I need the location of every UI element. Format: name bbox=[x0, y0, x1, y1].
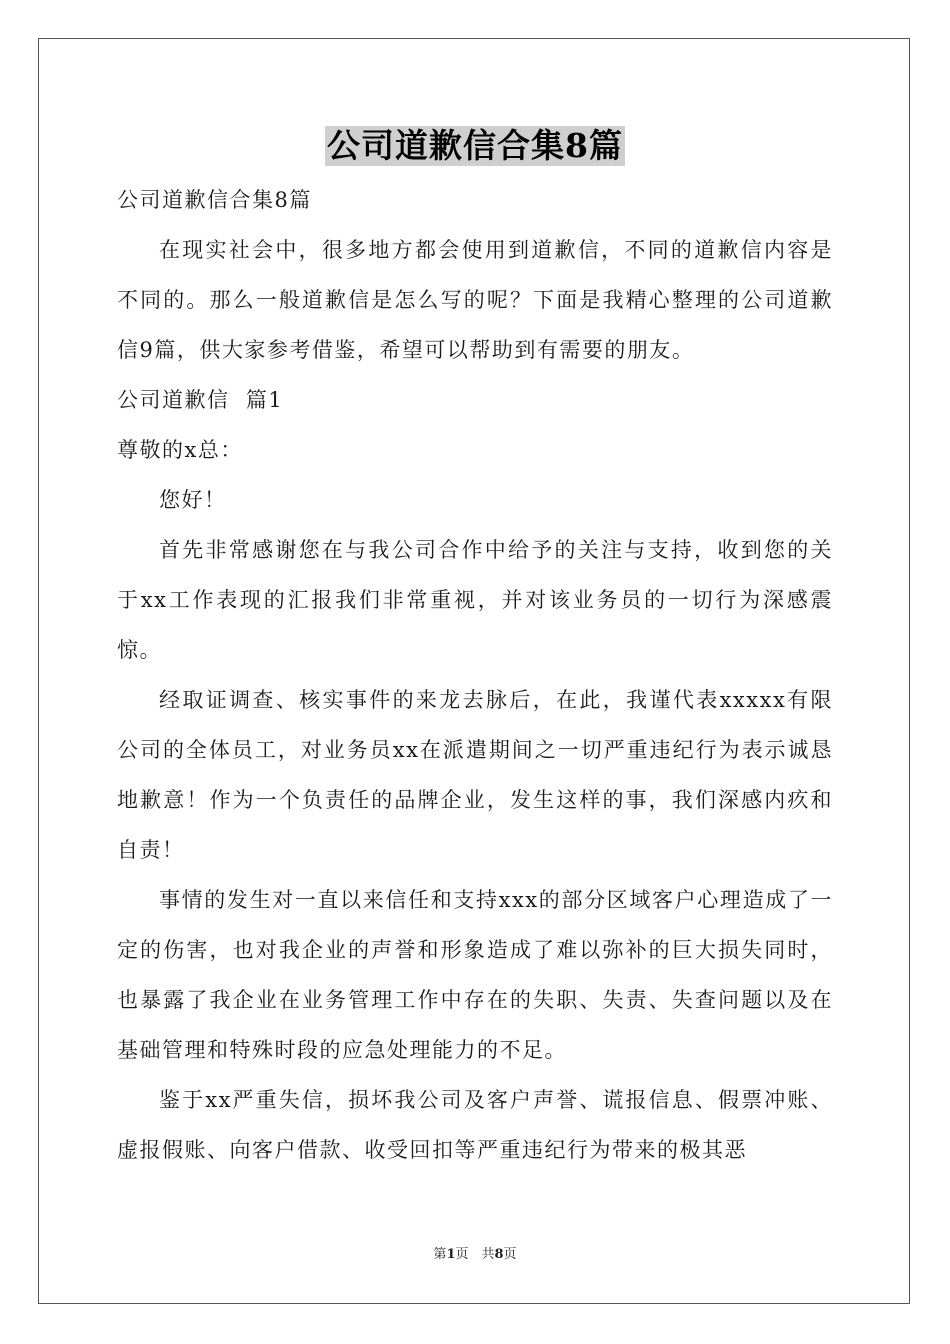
page-footer bbox=[0, 1246, 950, 1264]
paragraph: 事情的发生对一直以来信任和支持xxx的部分区域客户心理造成了一定的伤害，也对我企业的声誉和形象造成了难以弥补的巨大损失同时，也暴露了我企业在业务管理工作中存在的失职、失责、失查问题以及在基础管理和特殊时段的应急处理能力的不足。 bbox=[117, 888, 833, 1062]
document-title: 公司道歉信合集8篇 bbox=[327, 126, 623, 165]
section-heading: 公司道歉信 篇1 bbox=[117, 388, 284, 412]
document-body bbox=[117, 175, 833, 1175]
title-container bbox=[0, 126, 950, 166]
paragraph: 鉴于xx严重失信，损坏我公司及客户声誉、谎报信息、假票冲账、虚报假账、向客户借款、收受回扣等严重违纪行为带来的极其恶 bbox=[117, 1088, 833, 1162]
page-label-mid: 页 共 bbox=[455, 1247, 495, 1262]
paragraph: 经取证调查、核实事件的来龙去脉后，在此，我谨代表xxxxx有限公司的全体员工，对业务员xx在派遣期间之一切严重违纪行为表示诚恳地歉意！作为一个负责任的品牌企业，发生这样的事，我们深感内疚和自责！ bbox=[117, 688, 833, 862]
paragraph: 在现实社会中，很多地方都会使用到道歉信，不同的道歉信内容是不同的。那么一般道歉信是怎么写的呢？下面是我精心整理的公司道歉信9篇，供大家参考借鉴，希望可以帮助到有需要的朋友。 bbox=[117, 238, 833, 362]
page-label-prefix: 第 bbox=[433, 1247, 447, 1262]
current-page-number: 1 bbox=[446, 1247, 456, 1262]
paragraph: 首先非常感谢您在与我公司合作中给予的关注与支持，收到您的关于xx工作表现的汇报我们非常重视，并对该业务员的一切行为深感震惊。 bbox=[117, 538, 833, 662]
salutation: 尊敬的x总： bbox=[117, 438, 243, 462]
total-pages-number: 8 bbox=[494, 1247, 504, 1262]
greeting: 您好！ bbox=[159, 488, 227, 512]
paragraph: 公司道歉信合集8篇 bbox=[117, 188, 312, 212]
page-label-suffix: 页 bbox=[503, 1247, 517, 1262]
